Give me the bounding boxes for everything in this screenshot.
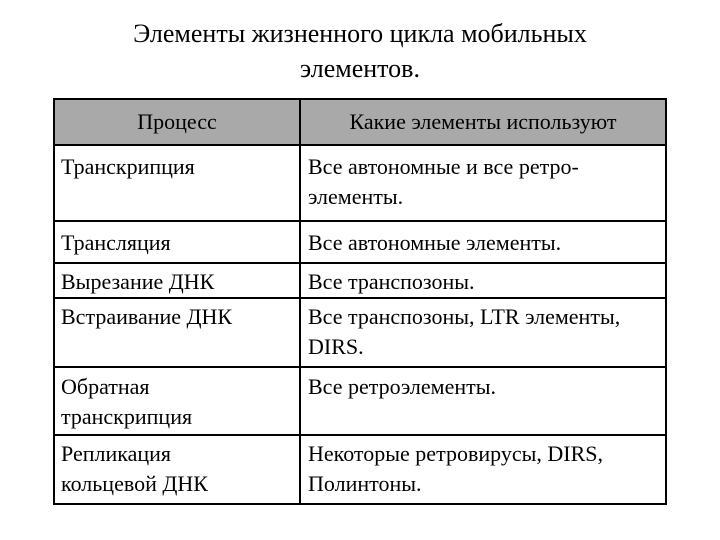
- elements-text: Все автономные и все ретро-: [308, 154, 579, 179]
- elements-text: Некоторые ретровирусы, DIRS,: [308, 441, 603, 466]
- process-text: Встраивание ДНК: [61, 304, 233, 329]
- slide-title-line-1: Элементы жизненного цикла мобильных: [133, 19, 587, 48]
- elements-cell: [300, 435, 666, 504]
- slide-title: [0, 16, 720, 86]
- process-text: транскрипция: [61, 404, 193, 429]
- elements-cell: [300, 367, 666, 435]
- table-row: [54, 367, 666, 435]
- slide-title-line-2: элементов.: [300, 54, 420, 83]
- process-text: Репликация: [61, 441, 172, 466]
- elements-text: Полинтоны.: [308, 471, 422, 496]
- table-row: [54, 435, 666, 504]
- elements-text: Все транспозоны, LTR элементы,: [308, 304, 621, 329]
- process-text: Транскрипция: [61, 154, 195, 179]
- table-row: [54, 221, 666, 263]
- table-row: [54, 263, 666, 298]
- process-cell: [54, 263, 300, 298]
- process-text: Трансляция: [61, 230, 171, 255]
- process-text: кольцевой ДНК: [61, 471, 208, 496]
- elements-text: Все транспозоны.: [308, 269, 475, 294]
- process-cell: [54, 298, 300, 367]
- process-cell: [54, 221, 300, 263]
- elements-text: DIRS.: [308, 334, 364, 359]
- elements-text: элементы.: [308, 184, 404, 209]
- elements-text: Все автономные элементы.: [308, 230, 562, 255]
- header-process: Процесс: [54, 99, 300, 145]
- process-text: Вырезание ДНК: [61, 269, 215, 294]
- table-row: [54, 145, 666, 221]
- table-header-row: [54, 99, 666, 145]
- elements-cell: [300, 145, 666, 221]
- elements-text: Все ретроэлементы.: [308, 374, 497, 399]
- header-elements: Какие элементы используют: [300, 99, 666, 145]
- elements-cell: [300, 263, 666, 298]
- process-cell: [54, 145, 300, 221]
- table-row: [54, 298, 666, 367]
- process-cell: [54, 367, 300, 435]
- elements-cell: [300, 298, 666, 367]
- elements-cell: [300, 221, 666, 263]
- life-cycle-table: [53, 98, 667, 505]
- process-cell: [54, 435, 300, 504]
- process-text: Обратная: [61, 374, 150, 399]
